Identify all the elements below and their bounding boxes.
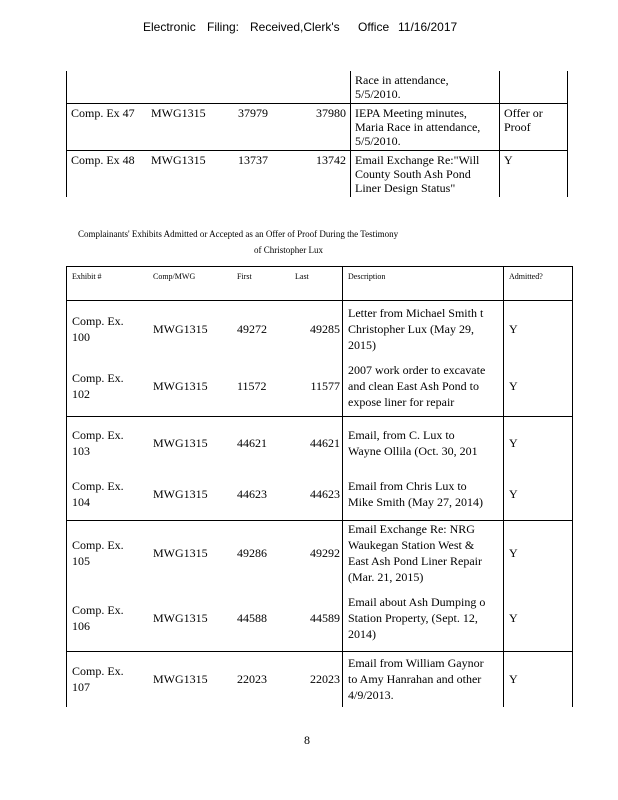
description-cell-text: Email Exchange Re:"Will — [355, 153, 480, 167]
last-cell-text: 44623 — [310, 487, 340, 502]
admitted-cell-text: Y — [504, 153, 513, 167]
description-cell-text: Email from Chris Lux to — [348, 479, 467, 494]
last-cell-text: 49292 — [310, 546, 340, 560]
first-cell-text: 13737 — [238, 153, 268, 167]
description-cell-text: (Mar. 21, 2015) — [348, 570, 424, 584]
exhibit-cell-text: 100 — [72, 329, 90, 344]
table-row — [67, 585, 573, 651]
description-cell-text: 2014) — [348, 626, 376, 641]
page-number: 8 — [304, 733, 310, 747]
comp-cell-text: MWG1315 — [153, 321, 208, 336]
exhibit-table — [66, 266, 573, 707]
last-cell — [287, 104, 351, 151]
first-cell — [232, 585, 290, 651]
admitted-cell — [504, 469, 573, 521]
first-cell — [232, 417, 290, 469]
exhibit-cell-text: 102 — [72, 387, 90, 402]
table-row — [67, 71, 568, 104]
comp-cell-text: MWG1315 — [153, 672, 208, 687]
table-row — [67, 104, 568, 151]
first-cell — [232, 521, 290, 586]
first-cell — [234, 151, 287, 198]
table-row — [67, 417, 573, 469]
admitted-cell — [504, 301, 573, 357]
header-electronic: Electronic — [143, 20, 196, 34]
first-cell-text: 49286 — [237, 546, 267, 560]
header-first: First — [232, 267, 290, 301]
first-cell — [232, 357, 290, 417]
description-cell-text: Christopher Lux (May 29, — [348, 321, 474, 336]
comp-cell-text: MWG1315 — [153, 435, 208, 450]
description-cell — [343, 585, 504, 651]
exhibit-cell — [67, 521, 149, 586]
description-cell-text: 5/5/2010. — [355, 134, 401, 148]
exhibit-cell — [67, 469, 149, 521]
admitted-cell — [504, 651, 573, 707]
table-row — [67, 301, 573, 357]
exhibit-cell — [67, 585, 149, 651]
table-row — [67, 521, 573, 586]
table-header-row — [67, 267, 573, 301]
first-cell-text: 44588 — [237, 610, 267, 625]
last-cell — [290, 521, 343, 586]
last-cell — [290, 417, 343, 469]
admitted-cell — [504, 521, 573, 586]
exhibit-cell-text: 107 — [72, 680, 90, 695]
description-cell-text: Email about Ash Dumping o — [348, 594, 486, 609]
admitted-cell-text: Offer or — [504, 106, 543, 120]
description-cell — [343, 417, 504, 469]
exhibit-cell-text: Comp. Ex 47 — [71, 106, 135, 120]
exhibit-cell-text: Comp. Ex. — [72, 479, 124, 494]
last-cell-text: 44589 — [310, 610, 340, 625]
first-cell-text: 22023 — [237, 672, 267, 687]
header-last: Last — [290, 267, 343, 301]
comp-cell — [147, 104, 234, 151]
admitted-cell — [500, 71, 568, 104]
exhibit-cell — [67, 357, 149, 417]
exhibit-cell-text: Comp. Ex. — [72, 313, 124, 328]
description-cell-text: Email Exchange Re: NRG — [348, 522, 475, 536]
exhibit-cell-text: Comp. Ex 48 — [71, 153, 135, 167]
header-received: Received,Clerk's — [250, 20, 340, 34]
comp-cell-text: MWG1315 — [153, 487, 208, 502]
admitted-cell-text: Y — [509, 435, 518, 450]
description-cell-text: Station Property, (Sept. 12, — [348, 610, 478, 625]
exhibit-cell-text: 105 — [72, 554, 90, 568]
first-cell-text: 37979 — [238, 106, 268, 120]
last-cell-text: 49285 — [310, 321, 340, 336]
admitted-cell — [504, 585, 573, 651]
first-cell-text: 44621 — [237, 435, 267, 450]
exhibit-cell — [67, 417, 149, 469]
first-cell — [234, 71, 287, 104]
description-cell-text: 4/9/2013. — [348, 688, 394, 703]
description-cell-text: Email from William Gaynor — [348, 656, 484, 671]
last-cell-text: 37980 — [316, 106, 346, 120]
table-caption-line1: Complainants' Exhibits Admitted or Accepted as an Offer of Proof During the Testimony — [78, 229, 399, 239]
header-description: Description — [343, 267, 504, 301]
admitted-cell-text: Y — [509, 379, 518, 394]
exhibit-cell — [67, 151, 148, 198]
admitted-cell-text: Y — [509, 487, 518, 502]
admitted-cell — [504, 357, 573, 417]
admitted-cell-text: Proof — [504, 120, 531, 134]
exhibit-cell-text: Comp. Ex. — [72, 664, 124, 679]
admitted-cell — [504, 417, 573, 469]
admitted-cell — [500, 104, 568, 151]
description-cell-text: Waukegan Station West & — [348, 538, 475, 552]
header-filing: Filing: — [207, 20, 240, 34]
comp-cell-text: MWG1315 — [153, 379, 208, 394]
table-row — [67, 151, 568, 198]
first-cell-text: 49272 — [237, 321, 267, 336]
exhibit-cell-text: Comp. Ex. — [72, 371, 124, 386]
description-cell-text: 5/5/2010. — [355, 87, 401, 101]
description-cell-text: IEPA Meeting minutes, — [355, 106, 467, 120]
header-office: Office — [358, 20, 390, 34]
table-row — [67, 651, 573, 707]
last-cell-text: 22023 — [310, 672, 340, 687]
description-cell-text: East Ash Pond Liner Repair — [348, 554, 482, 568]
comp-cell-text: MWG1315 — [151, 153, 206, 167]
last-cell-text: 11577 — [310, 379, 340, 394]
last-cell — [287, 151, 351, 198]
description-cell-text: 2015) — [348, 337, 376, 352]
first-cell-text: 44623 — [237, 487, 267, 502]
description-cell-text: and clean East Ash Pond to — [348, 379, 479, 394]
description-cell — [351, 71, 500, 104]
description-cell — [343, 357, 504, 417]
first-cell — [234, 104, 287, 151]
first-cell — [232, 469, 290, 521]
last-cell — [290, 357, 343, 417]
exhibit-cell — [67, 71, 148, 104]
description-cell-text: Letter from Michael Smith t — [348, 305, 484, 320]
first-cell — [232, 651, 290, 707]
admitted-cell-text: Y — [509, 672, 518, 687]
comp-cell-text: MWG1315 — [151, 106, 206, 120]
description-cell-text: Mike Smith (May 27, 2014) — [348, 495, 483, 510]
table-caption-line2: of Christopher Lux — [254, 245, 323, 255]
description-cell — [351, 104, 500, 151]
description-cell-text: Liner Design Status" — [355, 181, 456, 195]
table-row — [67, 469, 573, 521]
header-comp: Comp/MWG — [148, 267, 232, 301]
description-cell-text: Email, from C. Lux to — [348, 427, 455, 442]
last-cell-text: 13742 — [316, 153, 346, 167]
last-cell-text: 44621 — [310, 435, 340, 450]
description-cell — [343, 521, 504, 586]
comp-cell — [148, 469, 232, 521]
exhibit-cell-text: Comp. Ex. — [72, 538, 124, 552]
admitted-cell-text: Y — [509, 610, 518, 625]
comp-cell — [148, 651, 232, 707]
first-cell-text: 11572 — [237, 379, 267, 394]
continuation-exhibit-table — [66, 71, 568, 197]
exhibit-cell — [67, 301, 149, 357]
comp-cell — [148, 521, 232, 586]
exhibit-cell-text: 103 — [72, 443, 90, 458]
comp-cell-text: MWG1315 — [153, 546, 208, 560]
last-cell — [287, 71, 351, 104]
description-cell — [343, 651, 504, 707]
description-cell-text: Maria Race in attendance, — [355, 120, 481, 134]
description-cell-text: Wayne Ollila (Oct. 30, 201 — [348, 443, 478, 458]
description-cell — [343, 469, 504, 521]
description-cell-text: expose liner for repair — [348, 395, 455, 410]
exhibit-cell-text: Comp. Ex. — [72, 602, 124, 617]
exhibit-cell-text: 106 — [72, 618, 90, 633]
exhibit-cell — [67, 104, 148, 151]
admitted-cell-text: Y — [509, 321, 518, 336]
table-row — [67, 357, 573, 417]
comp-cell — [148, 585, 232, 651]
comp-cell — [148, 357, 232, 417]
admitted-cell-text: Y — [509, 546, 518, 560]
description-cell — [351, 151, 500, 198]
last-cell — [290, 651, 343, 707]
description-cell-text: Race in attendance, — [355, 73, 449, 87]
description-cell-text: to Amy Hanrahan and other — [348, 672, 482, 687]
header-date: 11/16/2017 — [398, 20, 458, 34]
comp-cell — [148, 417, 232, 469]
header-admitted: Admitted? — [504, 267, 573, 301]
comp-cell-text: MWG1315 — [153, 610, 208, 625]
first-cell — [232, 301, 290, 357]
exhibit-cell-text: Comp. Ex. — [72, 427, 124, 442]
header-exhibit: Exhibit # — [67, 267, 149, 301]
exhibit-cell-text: 104 — [72, 495, 90, 510]
admitted-cell — [500, 151, 568, 198]
last-cell — [290, 585, 343, 651]
exhibit-cell — [67, 651, 149, 707]
description-cell — [343, 301, 504, 357]
description-cell-text: County South Ash Pond — [355, 167, 471, 181]
last-cell — [290, 301, 343, 357]
comp-cell — [148, 301, 232, 357]
last-cell — [290, 469, 343, 521]
description-cell-text: 2007 work order to excavate — [348, 363, 486, 378]
comp-cell — [147, 151, 234, 198]
comp-cell — [147, 71, 234, 104]
